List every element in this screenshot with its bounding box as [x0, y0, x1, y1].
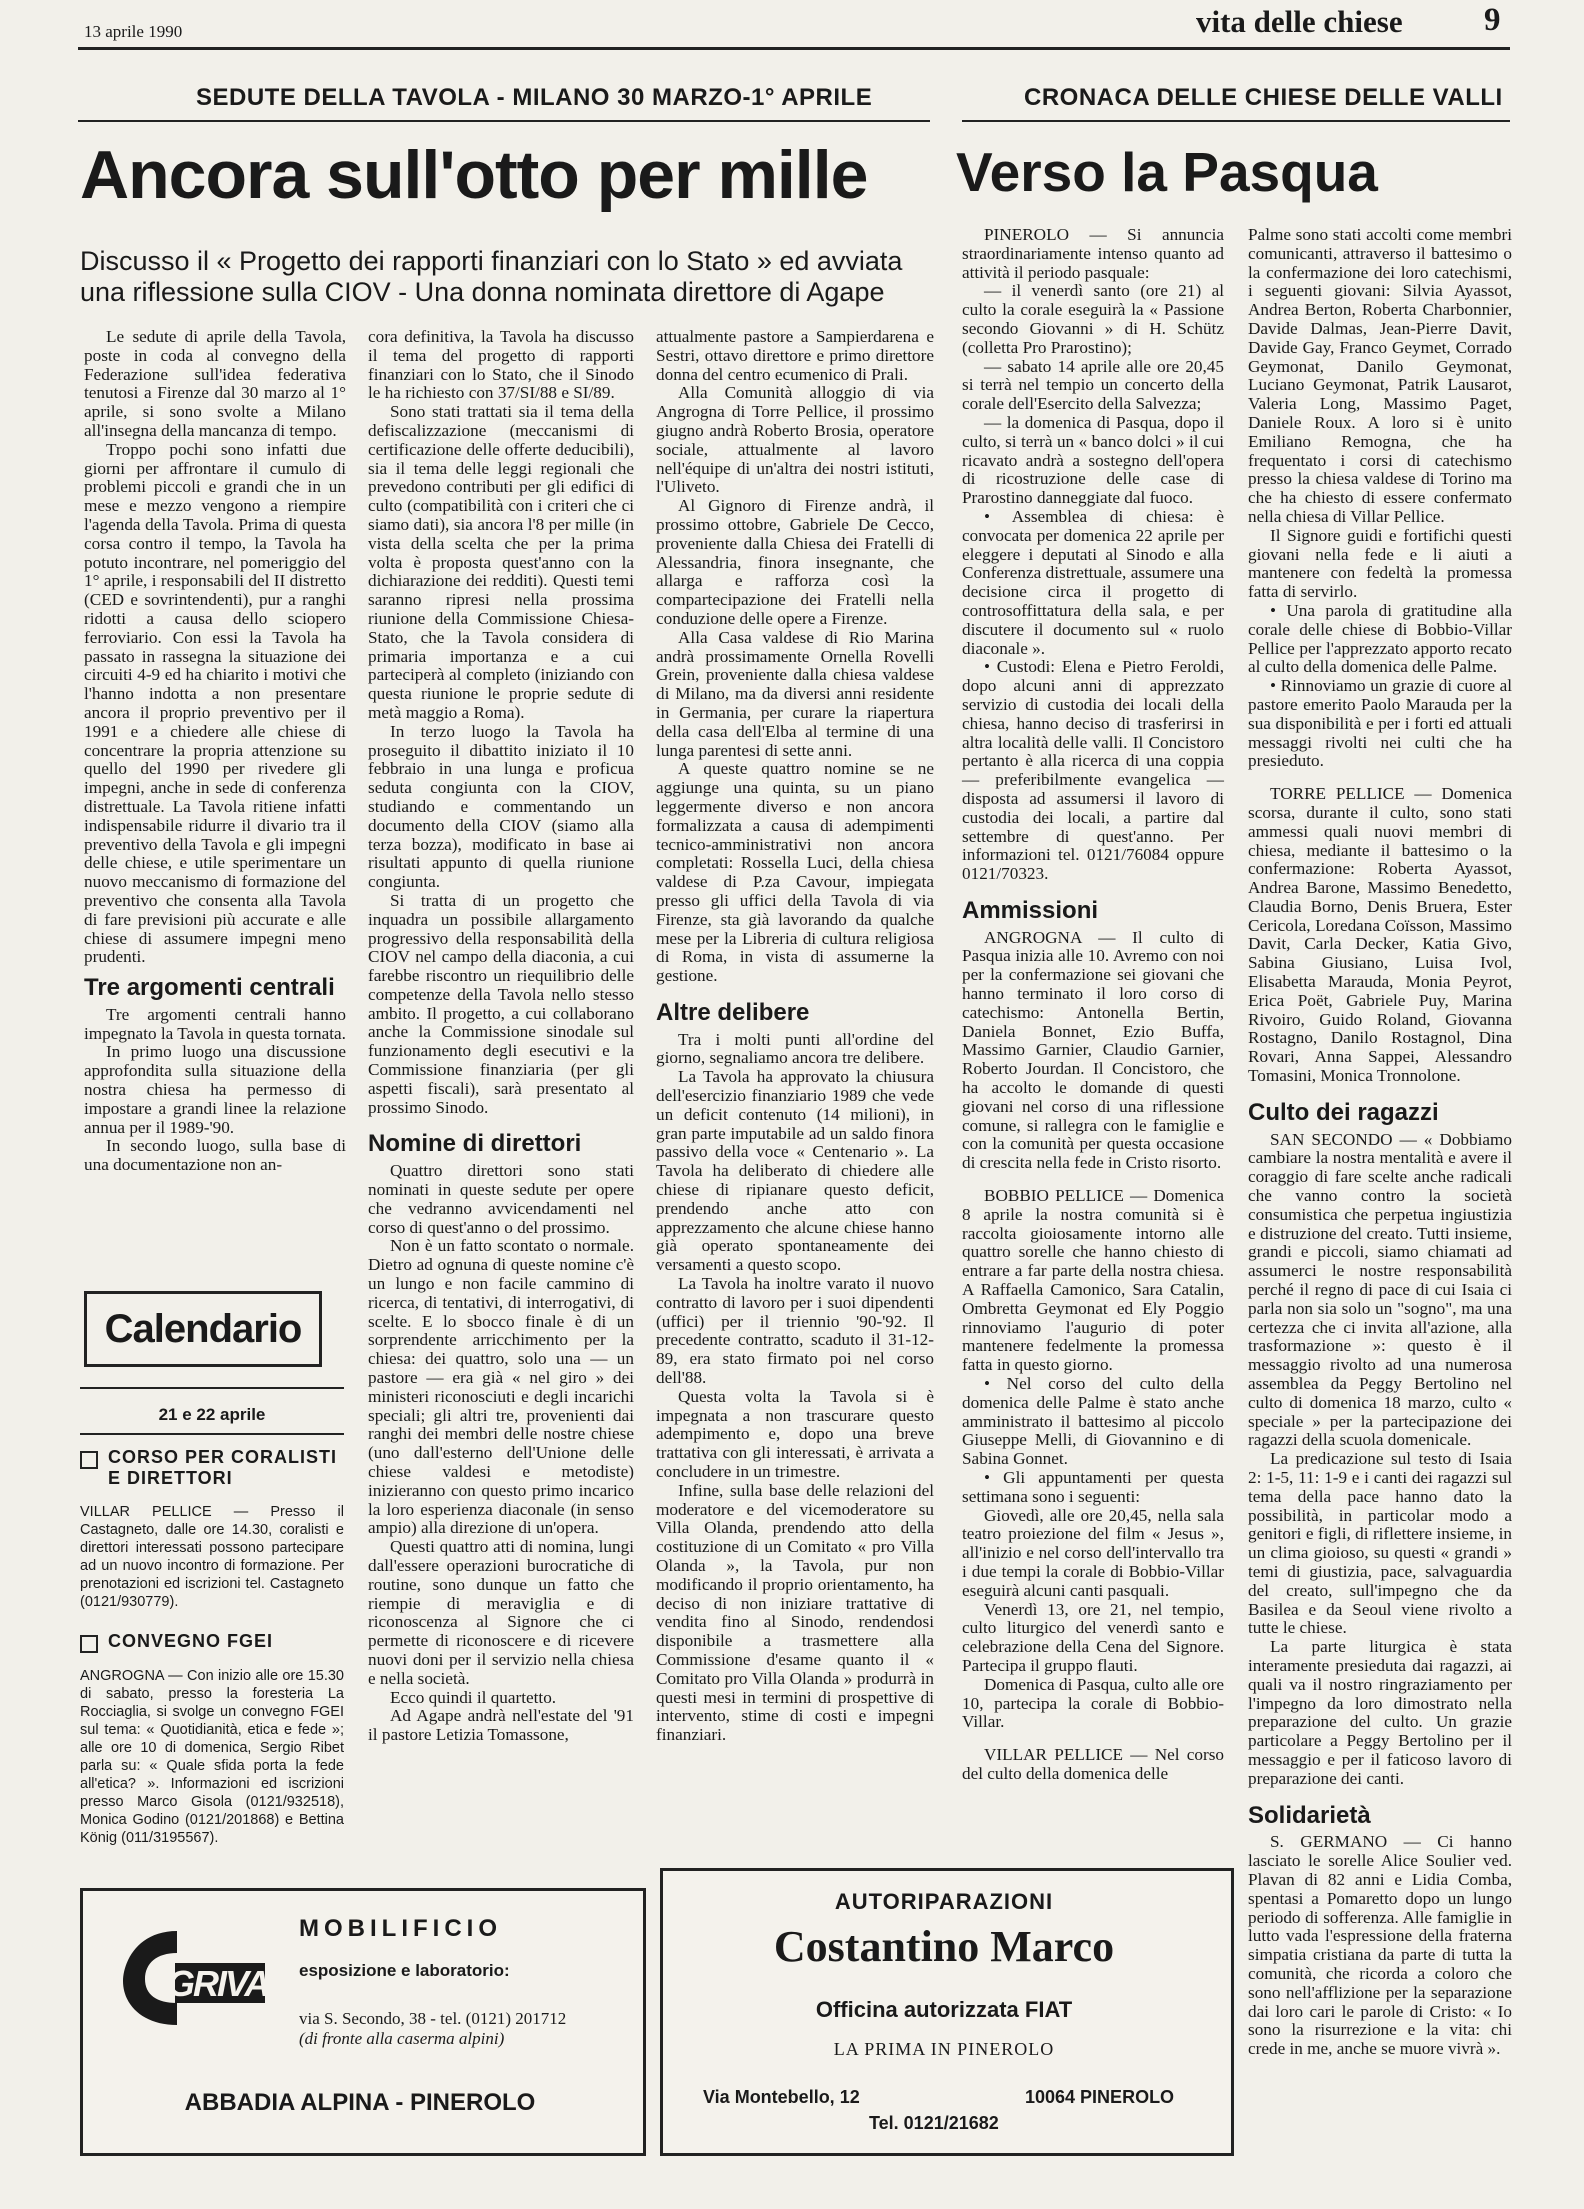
paragraph: • Custodi: Elena e Pietro Feroldi, dopo alcuni anni di apprezzato servizio di custodia dei locali della chiesa, hanno deciso di trasferirsi in altra località delle valli. Il Concistoro pertanto è alla ricerca di una coppia — preferibilmente evangelica — disposta ad assumersi il lavoro di custodia dei locali, a partire dal settembre di quest'anno. Per informazioni tel. 0121/76084 oppure 0121/70323. — [962, 657, 1224, 884]
griva-title: MOBILIFICIO — [299, 1915, 502, 1942]
costantino-phone: Tel. 0121/21682 — [869, 2113, 999, 2133]
right-col-a — [962, 226, 1224, 1784]
paragraph: Troppo pochi sono infatti due giorni per affrontare il cumulo di problemi piccoli e grandi che in un mese e mezzo vengono a riempire l'agenda della Tavola. Prima di questa corsa contro il tempo, la Tavola ha potuto incontrare, nel pomeriggio del 1° aprile, i responsabili del II distretto (CED e sovrintendenti), pur a ranghi ridotti a causa dello sciopero ferroviario. Con essi la Tavola ha passato in rassegna la situazione dei circuiti 4-9 ed ha chiarito i motivi che l'hanno indotta a non presentare ancora il proprio preventivo per il 1991 e a chiedere alle chiese di concentrare la propria attenzione su quello del 1990 per rivedere gli impegni, anche in sede di conferenza distrettuale. La Tavola ritiene infatti indispensabile ridurre il divario tra il preventivo della Tavola e gli impegni delle chiese, e utile sperimentare un nuovo meccanismo di formazione del preventivo che consenta alla Tavola di fare previsioni più accurate e alle chiese di assumere impegni meno prudenti. — [84, 439, 346, 967]
paragraph: Ecco quindi il quartetto. — [390, 1687, 557, 1707]
calendar-title: Calendario — [104, 1306, 302, 1351]
calendar-item2-title-row — [80, 1631, 344, 1653]
calendar-item1-title-row — [80, 1447, 344, 1489]
paragraph: • Gli appuntamenti per questa settimana sono i seguenti: — [962, 1468, 1224, 1506]
paragraph: La parte liturgica è stata interamente presieduta dai ragazzi, ai quali va il nostro ringraziamento per l'impegno da loro dimostrato nella preparazione del culto. Un grazie particolare a Peggy Bertolino per il messaggio e per il faticoso lavoro di preparazione dei canti. — [1248, 1637, 1512, 1788]
heading-tre-argomenti: Tre argomenti centrali — [84, 974, 335, 1002]
left-subheadline: Discusso il « Progetto dei rapporti finanziari con lo Stato » ed avviata una riflessione sulla CIOV - Una donna nominata direttore di Agape — [80, 246, 903, 307]
paragraph: Domenica di Pasqua, culto alle ore 10, partecipa la corale di Bobbio-Villar. — [962, 1674, 1224, 1732]
paragraph: Venerdì 13, ore 21, nel tempio, culto liturgico del venerdì santo e celebrazione della Cena del Signore. Partecipa il gruppo flauti. — [962, 1599, 1224, 1675]
checkbox-icon — [80, 1451, 98, 1469]
left-col3 — [656, 328, 934, 1745]
calendar-box — [80, 1287, 350, 1882]
paragraph: • Assemblea di chiesa: è convocata per domenica 22 aprile per eleggere i deputati al Sinodo e alla Conferenza distrettuale, assumere una decisione circa il progetto di controsoffittatura della sala, e per discutere il documento sul « ruolo diaconale ». — [962, 506, 1224, 658]
paragraph: VILLAR PELLICE — Nel corso del culto della domenica delle — [962, 1745, 1224, 1783]
paragraph: In primo luogo una discussione approfondita sulla situazione della nostra chiesa ha permesso di impostare a grandi linee la relazione annua per il 1989-'90. — [84, 1042, 346, 1137]
paragraph: SAN SECONDO — « Dobbiamo cambiare la nostra mentalità e avere il coraggio di fare scelte anche radicali che vanno contro la società consumistica che perpetua ingiustizia e distruzione del creato. Tutti insieme, grandi e piccoli, siamo chiamati ad assumerci le nostre responsabilità perché il regno di pace di cui Isaia ci parla non sia solo un "sogno", ma una certezza che ci invita all'azione, alla trasformazione »: questo è il messaggio rivolto ad una numerosa assemblea da Peggy Bertolino nel culto di domenica 18 marzo, culto « speciale » per la partecipazione dei ragazzi della scuola domenicale. — [1248, 1129, 1512, 1450]
paragraph: Alla Casa valdese di Rio Marina andrà prossimamente Ornella Rovelli Grein, proveniente dalla chiesa valdese di Milano, ma da diversi anni residente in Germania, per curare la riapertura della casa dell'Elba al termine di una lunga parentesi di sette anni. — [656, 627, 934, 760]
paragraph: A queste quattro nomine se ne aggiunge una quinta, su un piano leggermente diverso e non ancora formalizzata a causa di adempimenti tecnico-amministrativi non ancora completati: Rossella Luci, della chiesa valdese di P.za Cavour, impiegata presso gli uffici della Tavola di via Firenze, sta già lavorando da qualche mese per la Libreria di cultura religiosa di Roma, in vista di assumerne la gestione. — [656, 759, 934, 986]
masthead-date: 13 aprile 1990 — [84, 22, 183, 41]
paragraph: In secondo luogo, sulla base di una documentazione non an- — [84, 1136, 346, 1175]
paragraph: La Tavola ha approvato la chiusura dell'esercizio finanziario 1989 che vede un deficit contenuto (14 milioni), in gran parte imputabile ad un saldo finora passivo della voce « Centenario ». La Tavola ha deliberato di chiedere alle chiese di ripianare questo deficit, prendendo anche atto con apprezzamento che alcune chiese hanno già operato spontaneamente dei versamenti a questo scopo. — [656, 1067, 934, 1275]
masthead-rule — [78, 47, 1510, 50]
calendar-item2-text: ANGROGNA — Con inizio alle ore 15.30 di sabato, presso la foresteria La Rocciaglia, si svolge un convegno FGEI sul tema: « Quotidianità, etica e fede »; alle ore 10 di domenica, Sergio Ribet parla su: « Quale sfida porta la fede all'etica? ». Informazioni ed iscrizioni presso Marco Gisola (0121/932518), Monica Godino (0121/201868) e Bettina König (011/3195567). — [80, 1668, 344, 1846]
paragraph: • Nel corso del culto della domenica delle Palme è stato anche amministrato il battesimo al piccolo Giuseppe Melli, di Giovannino e di Sabina Gonnet. — [962, 1374, 1224, 1469]
heading-nomine: Nomine di direttori — [368, 1130, 582, 1158]
paragraph: S. GERMANO — Ci hanno lasciato le sorelle Alice Soulier ved. Plavan di 82 anni e Lidia Comba, spentasi a Pomaretto dopo un lungo periodo di sofferenza. Alle famiglie in lutto vada l'espressione della fraterna simpatia cristiana da parte di tutta la comunità, che ricorda a coloro che sono nell'afflizione per la separazione dai loro cari le parole di Cristo: « Io sono la risurrezione e la vita: chi crede in me, anche se muore vivrà ». — [1248, 1832, 1512, 2059]
paragraph: — il venerdì santo (ore 21) al culto la corale eseguirà la « Passione secondo Giovanni » di H. Schütz (colletta Pro Prarostino); — [962, 281, 1224, 357]
paragraph: attualmente pastore a Sampierdarena e Sestri, ottavo direttore e primo direttore donna del centro ecumenico di Prali. — [656, 327, 934, 384]
heading-ammissioni: Ammissioni — [962, 896, 1099, 924]
paragraph: — la domenica di Pasqua, dopo il culto, si terrà un « banco dolci » il cui ricavato andrà a sostegno dell'opera di ricostruzione delle case di Prarostino danneggiate dal fuoco. — [962, 412, 1224, 508]
paragraph: PINEROLO — Si annuncia straordinariamente intenso quanto ad attività il periodo pasquale: — [962, 225, 1224, 282]
paragraph: Questi quattro atti di nomina, lungi dall'essere operazioni burocratiche di routine, sono dunque un fatto che riempie di meraviglia e di riconoscenza al Signore che ci permette di riconoscere e di ricevere nuovi doni per il servizio nella chiesa e nella società. — [368, 1537, 634, 1688]
calendar-rule-2 — [80, 1433, 344, 1435]
ad-griva — [80, 1888, 646, 2156]
heading-culto-ragazzi: Culto dei ragazzi — [1248, 1098, 1439, 1126]
paragraph: • Rinnoviamo un grazie di cuore al pastore emerito Paolo Marauda per la sua disponibilità e per i forti ed attuali messaggi rivolti nei culti che ha presieduto. — [1248, 676, 1512, 771]
left-kicker-rule — [78, 120, 930, 122]
paragraph: Ad Agape andrà nell'estate del '91 il pastore Letizia Tomassone, — [368, 1706, 634, 1745]
paragraph: Il Signore guidi e fortifichi questi giovani nella fede e li aiuti a mantenere con fedeltà la promessa fatta di servirlo. — [1248, 525, 1512, 602]
paragraph: BOBBIO PELLICE — Domenica 8 aprile la nostra comunità si è raccolta gioiosamente intorno alle quattro sorelle che hanno chiesto di entrare a far parte della nostra chiesa. A Raffaella Camonico, Sara Catalin, Ombretta Geymonat ed Ely Poggio rinnoviamo l'augurio di poter mantenere fedelmente la promessa fatta in questo giorno. — [962, 1186, 1224, 1375]
griva-line2: via S. Secondo, 38 - tel. (0121) 201712 — [299, 2009, 567, 2028]
calendar-item1-title: CORSO PER CORALISTI E DIRETTORI — [108, 1447, 338, 1488]
paragraph: TORRE PELLICE — Domenica scorsa, durante il culto, sono stati ammessi quali nuovi membri di chiesa, mediante il battesimo o la confermazione: Roberta Ayassot, Andrea Barone, Massimo Benedetto, Claudia Borno, Denis Bruera, Ester Cericola, Loredana Coïsson, Massimo Davit, Carla Decker, Katia Givo, Sabina Giusiano, Luisa Ivol, Elisabetta Marauda, Monia Peyrot, Erica Poët, Gabriele Puy, Marina Rivoiro, Guido Roland, Giovanna Rostagno, Danilo Rostagnol, Dina Rovari, Anna Sappei, Alessandro Tomasini, Monica Tronnolone. — [1248, 784, 1512, 1086]
calendar-rule — [80, 1387, 344, 1389]
masthead-paper-name: vita delle chiese — [1196, 4, 1403, 39]
paragraph: • Una parola di gratitudine alla corale delle chiese di Bobbio-Villar Pellice per l'apprezzato apporto recato al culto della domenica delle Palme. — [1248, 600, 1512, 677]
paragraph: Si tratta di un progetto che inquadra un possibile allargamento progressivo della responsabilità della CIOV nel campo della diaconia, a cui farebbe riscontro un riequilibrio delle competenze della Tavola nello stesso ambito. Il progetto, a cui collaborano anche la Commissione sinodale sul funzionamento degli esecutivi e la Commissione finanziaria (per gli aspetti fiscali), sarà presentato al prossimo Sinodo. — [368, 890, 634, 1117]
calendar-item1-text: VILLAR PELLICE — Presso il Castagneto, dalle ore 14.30, coralisti e direttori interessati possono partecipare ad un nuovo incontro di formazione. Per prenotazioni ed iscrizioni tel. Castagneto (0121/930779). — [80, 1504, 344, 1610]
calendar-item2-title: CONVEGNO FGEI — [108, 1631, 274, 1651]
griva-logo-text: GRIVA — [167, 1963, 269, 2004]
paragraph: La Tavola ha inoltre varato il nuovo contratto di lavoro per i suoi dipendenti (uffici) per il triennio '90-'92. Il precedente contratto, scaduto il 31-12-89, era stato firmato poi nel corso dell'88. — [656, 1274, 934, 1388]
checkbox-icon — [80, 1635, 98, 1653]
paragraph: Tra i molti punti all'ordine del giorno, segnaliamo ancora tre delibere. — [656, 1029, 934, 1068]
paragraph: cora definitiva, la Tavola ha discusso il tema del progetto di rapporti finanziari con lo Stato, che il Sinodo le ha richiesto con 37/SI/88 e SI/89. — [368, 327, 634, 403]
paragraph: Tre argomenti centrali hanno impegnato la Tavola in questa tornata. — [84, 1004, 346, 1043]
griva-footer: ABBADIA ALPINA - PINEROLO — [184, 2089, 536, 2116]
paragraph: Quattro direttori sono stati nominati in queste sedute per opere che vedranno avvicendamenti nel corso di quest'anno o del prossimo. — [368, 1161, 634, 1237]
paragraph: Alla Comunità alloggio di via Angrogna di Torre Pellice, il prossimo giugno andrà Roberto Brosia, operatore sociale, attualmente al lavoro nell'équipe di un'altra dei nostri istituti, l'Uliveto. — [656, 383, 934, 497]
paragraph: — sabato 14 aprile alle ore 20,45 si terrà nel tempio un concerto della corale dell'Esercito della Salvezza; — [962, 356, 1224, 414]
paragraph: In terzo luogo la Tavola ha proseguito il dibattito iniziato il 10 febbraio in una lunga e proficua seduta congiunta con la CIOV, studiando e commentando un documento della CIOV (siamo alla terza bozza), modificato in base ai risultati appunto di quella riunione congiunta. — [368, 721, 634, 892]
right-kicker-rule — [962, 120, 1510, 122]
right-col-b — [1248, 226, 1512, 2059]
costantino-address: Via Montebello, 12 — [703, 2087, 860, 2107]
paragraph: ANGROGNA — Il culto di Pasqua inizia alle 10. Avremo con noi per la confermazione sei giovani che hanno terminato il loro corso di catechismo: Antonella Bertin, Daniela Bonnet, Ezio Buffa, Massimo Garnier, Claudio Garnier, Roberto Jourdan. Il Concistoro, che ha accolto le domande di questi giovani nel corso di una riflessione comune, si rallegra con le famiglie e con la comunità per questa occasione di crescita nella fede in Cristo risorto. — [962, 927, 1224, 1173]
paragraph: Non è un fatto scontato o normale. Dietro ad ognuna di queste nomine c'è un lungo e non facile cammino di ricerca, di tentativi, di interrogativi, di scelte. E lo sbocco finale è di un sorprendente arricchimento per la chiesa: dei quattro, solo una — un pastore — era già « nel giro » dei ministeri riconosciuti e degli incarichi speciali; gli altri tre, provenienti dai ranghi dei membri delle nostre chiese (uno dall'esterno dell'Unione delle chiese valdesi e metodiste) inizieranno con questo primo incarico la loro esperienza diaconale (in senso ampio) alla direzione di un'opera. — [368, 1236, 634, 1538]
paragraph: Questa volta la Tavola si è impegnata a non trascurare questo adempimento e, dopo una breve trattativa con gli interessati, è arrivata a concludere in un trimestre. — [656, 1386, 934, 1482]
paragraph: Sono stati trattati sia il tema della defiscalizzazione (meccanismi di certificazione delle offerte deducibili), sia il tema delle leggi regionali che prevedono contributi per gli edifici di culto (compatibilità con i criteri che ci siamo dati), sia ancora l'8 per mille (in vista della scelta che per la prima volta è proposta quest'anno con la dichiarazione dei redditi). Questi temi saranno ripresi nella prossima riunione della Commissione Chiesa-Stato, che la Tavola considera di primaria importanza e a cui parteciperà al completo (iniziando con questa riunione le proprie sedute di metà maggio a Roma). — [368, 402, 634, 722]
griva-line3: (di fronte alla caserma alpini) — [299, 2029, 505, 2048]
left-kicker: SEDUTE DELLA TAVOLA - MILANO 30 MARZO-1° APRILE — [196, 84, 873, 111]
left-headline: Ancora sull'otto per mille — [80, 137, 868, 213]
masthead-page-number: 9 — [1484, 2, 1501, 38]
paragraph: Infine, sulla base delle relazioni del moderatore e del vicemoderatore su Villa Olanda, prendendo atto della costituzione di un Comitato « pro Villa Olanda », la Tavola, pur non modificando il proprio orientamento, ha deciso di non iniziare trattative di vendita fino al Sinodo, rendendosi disponibile a trasmettere alla Commissione d'esame quanto il « Comitato pro Villa Olanda » produrrà in questi mesi in termini di prospettive di intervento, stime di costi e impegni finanziari. — [656, 1480, 934, 1745]
paragraph: La predicazione sul testo di Isaia 2: 1-5, 11: 1-9 e i canti dei ragazzi sul tema della pace hanno dato la possibilità, in particolar modo a genitori e figli, di riflettere insieme, in un clima gioioso, su questi « grandi » temi di giustizia, pace, salvaguardia del creato, sull'impegno che da Basilea e da Seoul viene rivolto a tutte le chiese. — [1248, 1449, 1512, 1638]
right-kicker: CRONACA DELLE CHIESE DELLE VALLI — [1024, 84, 1503, 111]
calendar-title-frame — [84, 1291, 322, 1367]
paragraph: Le sedute di aprile della Tavola, poste in coda al convegno della Federazione sull'idea federativa tenutosi a Firenze dal 30 marzo al 1° aprile, si sono svolte a Milano all'insegna della mancanza di tempo. — [84, 327, 346, 440]
heading-solidarieta: Solidarietà — [1248, 1801, 1371, 1829]
costantino-city: 10064 PINEROLO — [1025, 2087, 1175, 2107]
costantino-subtitle: Officina autorizzata FIAT — [815, 1997, 1073, 2022]
paragraph: Giovedì, alle ore 20,45, nella sala teatro proiezione del film « Jesus », all'inizio e nel corso dell'intervallo tra i due tempi la corale di Bobbio-Villar eseguirà alcuni canti pasquali. — [962, 1505, 1224, 1600]
griva-logo — [117, 1923, 267, 2033]
costantino-title: AUTORIPARAZIONI — [834, 1889, 1054, 1914]
paragraph: Palme sono stati accolti come membri comunicanti, attraverso il battesimo o la confermazione dei loro catechismi, i seguenti giovani: Silvia Ayassot, Andrea Berton, Roberta Charbonnier, Davide Dalmas, Jean-Pierre Davit, Davide Gay, Franco Geymet, Corrado Geymonat, Danilo Geymonat, Luciano Geymonat, Patrik Lausarot, Valeria Long, Massimo Paget, Daniele Roux. A loro si è unito Emiliano Remogna, che ha frequentato i corsi di catechismo presso la chiesa valdese di Torino ma che ha chiesto di essere confermato nella chiesa di Villar Pellice. — [1248, 225, 1512, 526]
ad-costantino — [660, 1868, 1234, 2156]
left-col1-upper — [84, 328, 346, 1175]
right-headline: Verso la Pasqua — [956, 141, 1378, 203]
costantino-name: Costantino Marco — [773, 1922, 1115, 1971]
calendar-dates: 21 e 22 aprile — [158, 1405, 266, 1424]
costantino-tagline: LA PRIMA IN PINEROLO — [833, 2039, 1055, 2059]
paragraph: Al Gignoro di Firenze andrà, il prossimo ottobre, Gabriele De Cecco, proveniente dalla Chiesa dei Fratelli di Alessandria, finora insegnante, che allarga e rafforza così la compartecipazione dei Fratelli nella conduzione delle opere a Firenze. — [656, 496, 934, 628]
left-col2 — [368, 328, 634, 1745]
heading-altre-delibere: Altre delibere — [656, 998, 810, 1026]
griva-line1: esposizione e laboratorio: — [299, 1961, 510, 1980]
